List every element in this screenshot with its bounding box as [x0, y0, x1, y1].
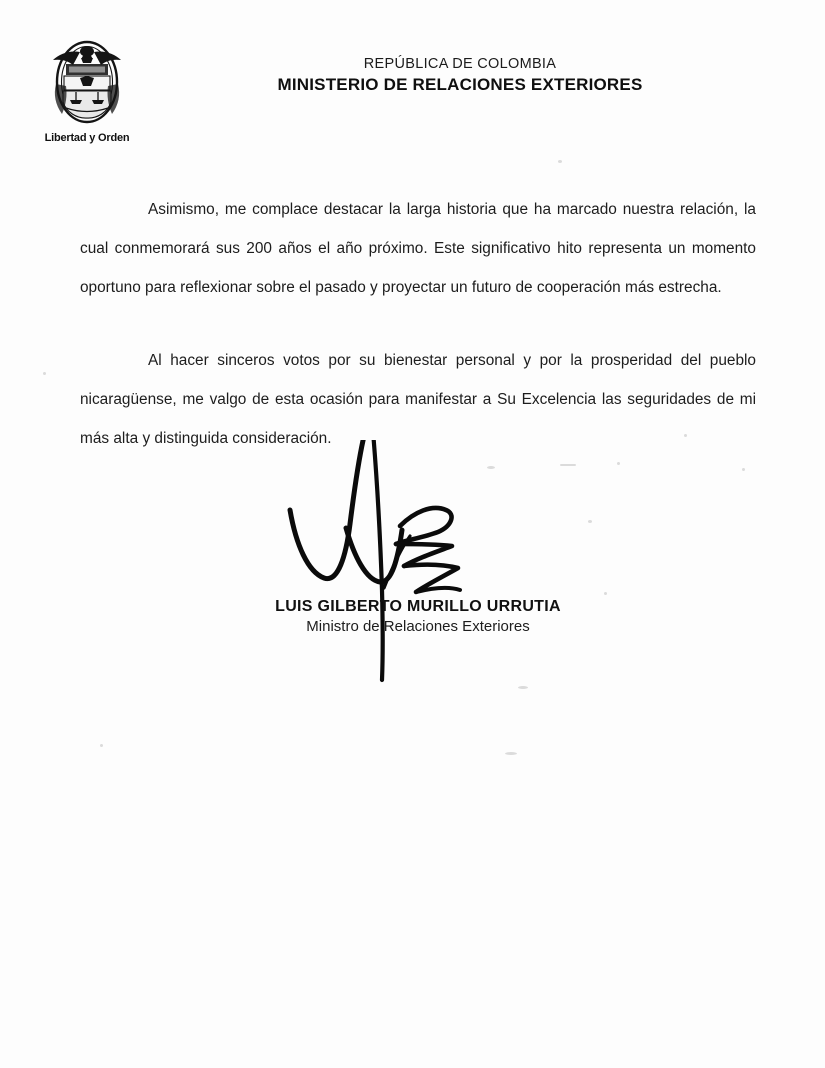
ministry-line: MINISTERIO DE RELACIONES EXTERIORES	[277, 75, 643, 94]
coat-of-arms-block	[41, 38, 133, 144]
signature-block	[80, 440, 756, 700]
scan-speck	[43, 372, 46, 375]
handwritten-signature-icon	[280, 440, 580, 695]
crest-motto: Libertad y Orden	[44, 132, 130, 144]
paragraph	[80, 190, 756, 307]
scan-speck	[518, 686, 528, 689]
signatory-title: Ministro de Relaciones Exteriores	[306, 618, 530, 635]
header-title-block	[180, 56, 740, 95]
scan-speck	[684, 434, 687, 437]
scan-speck	[617, 462, 620, 465]
scan-speck	[505, 752, 517, 755]
document-header	[0, 34, 825, 154]
paragraph-text: Al hacer sinceros votos por su bienestar personal y por la prosperidad del pueblo nicaragüense, me valgo de esta ocasión para manifestar a Su Excelencia las seguridades de mi más alta y distinguida consideración.	[80, 352, 756, 447]
scan-speck	[487, 466, 495, 469]
scan-speck	[742, 468, 745, 471]
republic-line: REPÚBLICA DE COLOMBIA	[363, 56, 557, 72]
scan-speck	[588, 520, 592, 523]
colombia-coat-of-arms-icon	[41, 38, 133, 130]
signatory-info	[80, 598, 756, 635]
scan-speck	[558, 160, 562, 163]
scan-speck	[560, 464, 576, 466]
scan-speck	[604, 592, 607, 595]
paragraph-text: Asimismo, me complace destacar la larga historia que ha marcado nuestra relación, la cual conmemorará sus 200 años el año próximo. Este significativo hito representa un momento oportuno para reflexionar sobre el pasado y proyectar un futuro de cooperación más estrecha.	[80, 201, 756, 296]
signatory-name: LUIS GILBERTO MURILLO URRUTIA	[275, 598, 561, 615]
scan-speck	[100, 744, 103, 747]
